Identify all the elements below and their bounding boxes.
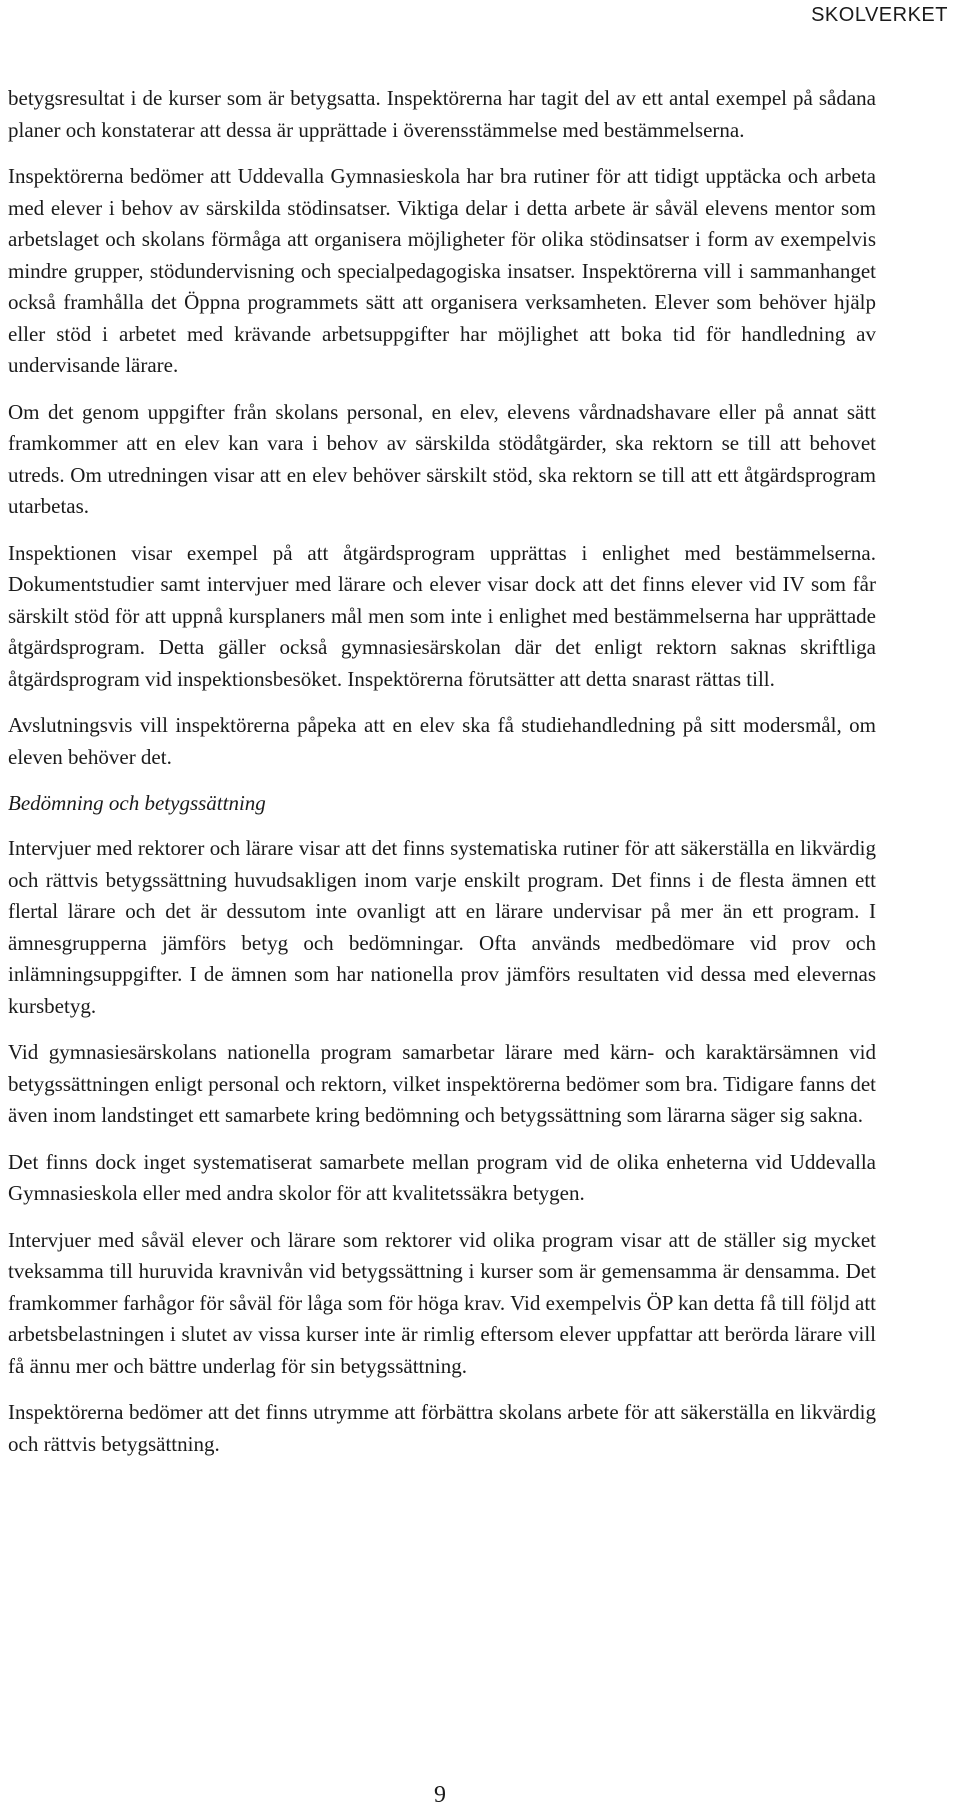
paragraph-support-routines: Inspektörerna bedömer att Uddevalla Gymnasieskola har bra rutiner för att tidigt upptäcka och arbeta med elever i behov av särskilda stödinsatser. Viktiga delar i detta arbete är såväl elevens mentor som arbetslaget och skolans förmåga att organisera möjligheter för olika stödinsatser i form av exempelvis mindre grupper, stödundervisning och specialpedagogiska insatser. Inspektörerna vill i sammanhanget också framhålla det Öppna programmets sätt att organisera verksamheten. Elever som behöver hjälp eller stöd i arbetet med krävande arbetsuppgifter har möjlighet att boka tid för handledning av undervisande lärare. xyxy=(8,164,876,377)
paragraph-grading-routines: Intervjuer med rektorer och lärare visar att det finns systematiska rutiner för att säkerställa en likvärdig och rättvis betygssättning huvudsakligen inom varje enskilt program. Det finns i de flesta ämnen ett flertal lärare och det är dessutom inte ovanligt att en lärare undervisar på mer än ett program. I ämnesgrupperna jämförs betyg och bedömningar. Ofta används medbedömare vid prov och inlämningsuppgifter. I de ämnen som har nationella prov jämförs resultaten vid dessa med elevernas kursbetyg. xyxy=(8,836,876,1018)
paragraph-conclusion: Inspektörerna bedömer att det finns utrymme att förbättra skolans arbete för att säkerställa en likvärdig och rättvis betygsättning. xyxy=(8,1400,876,1456)
paragraph-requirement-levels: Intervjuer med såväl elever och lärare som rektorer vid olika program visar att de ställer sig mycket tveksamma till huruvida kravnivån vid betygssättning i kurser som är gemensamma är densamma. Det framkommer farhågor för såväl för låga som för höga krav. Vid exempelvis ÖP kan detta få till följd att arbetsbelastningen i slutet av vissa kurser inte är rimlig eftersom elever uppfattar att berörda lärare vill få ännu mer och bättre underlag för sin betygssättning. xyxy=(8,1227,876,1378)
paragraph-mother-tongue: Avslutningsvis vill inspektörerna påpeka att en elev ska få studiehandledning på sitt modersmål, om eleven behöver det. xyxy=(8,713,876,769)
document-body xyxy=(8,83,876,1475)
paragraph-continued: betygsresultat i de kurser som är betygsatta. Inspektörerna har tagit del av ett antal exempel på sådana planer och konstaterar att dessa är upprättade i överensstämmelse med bestämmelserna. xyxy=(8,86,876,142)
paragraph-action-programs: Inspektionen visar exempel på att åtgärdsprogram upprättas i enlighet med bestämmelserna. Dokumentstudier samt intervjuer med lärare och elever visar dock att det finns elever vid IV som får särskilt stöd för att uppnå kursplaners mål men som inte i enlighet med bestämmelserna har upprättade åtgärdsprogram. Detta gäller också gymnasiesärskolan där det enligt rektorn saknas skriftliga åtgärdsprogram vid inspektionsbesöket. Inspektörerna förutsätter att detta snarast rättas till. xyxy=(8,540,876,691)
section-heading: Bedömning och betygssättning xyxy=(8,791,266,815)
document-header: SKOLVERKET xyxy=(811,4,948,26)
paragraph-special-school-grading: Vid gymnasiesärskolans nationella program samarbetar lärare med kärn- och karaktärsämnen vid betygssättningen enligt personal och rektorn, vilket inspektörerna bedömer som bra. Tidigare fanns det även inom landstinget ett samarbete kring bedömning och betygssättning som lärarna säger sig sakna. xyxy=(8,1040,876,1127)
page-number: 9 xyxy=(434,1782,446,1808)
paragraph-no-collaboration: Det finns dock inget systematiserat samarbete mellan program vid de olika enheterna vid Uddevalla Gymnasieskola eller med andra skolor för att kvalitetssäkra betygen. xyxy=(8,1149,876,1205)
paragraph-investigation: Om det genom uppgifter från skolans personal, en elev, elevens vårdnadshavare eller på annat sätt framkommer att en elev kan vara i behov av särskilda stödåtgärder, ska rektorn se till att behovet utreds. Om utredningen visar att en elev behöver särskilt stöd, ska rektorn se till att ett åtgärdsprogram utarbetas. xyxy=(8,399,876,518)
